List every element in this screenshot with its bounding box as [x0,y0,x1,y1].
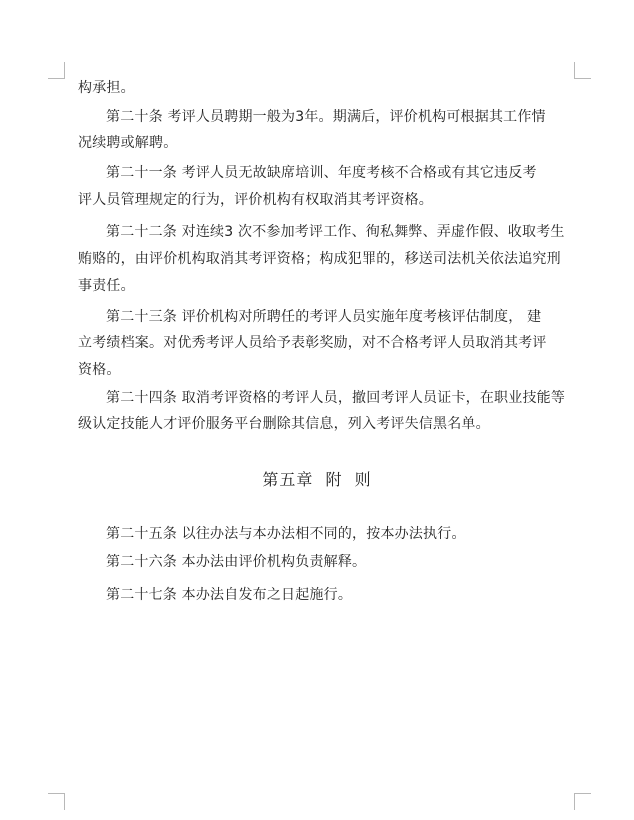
article-23-title-line: 第二十三条 评价机构对所聘任的考评人员实施年度考核评估制度， 建 [106,309,542,325]
article-22-title-line: 第二十二条 对连续3 次不参加考评工作、徇私舞弊、弄虚作假、收取考生 [106,224,565,240]
page-corner-mark-bottom-right [574,793,591,810]
chapter-heading: 第五章 附 则 [262,470,372,489]
text-line: 事责任。 [78,278,135,294]
text-line: 构承担。 [78,80,135,96]
article-25-line: 第二十五条 以往办法与本办法相不同的，按本办法执行。 [106,526,466,542]
article-26-line: 第二十六条 本办法由评价机构负责解释。 [106,554,367,570]
page-corner-mark-top-left [48,62,65,79]
text-line: 资格。 [78,362,121,378]
text-line: 贿赂的，由评价机构取消其考评资格；构成犯罪的，移送司法机关依法追究刑 [78,251,561,267]
article-24-title-line: 第二十四条 取消考评资格的考评人员，撤回考评人员证卡，在职业技能等 [106,390,566,406]
article-27-line: 第二十七条 本办法自发布之日起施行。 [106,587,353,603]
text-line: 立考绩档案。对优秀考评人员给予表彰奖励，对不合格考评人员取消其考评 [78,335,547,351]
page-corner-mark-bottom-left [48,793,65,810]
article-20-title-line: 第二十条 考评人员聘期一般为3年。期满后，评价机构可根据其工作情 [106,109,546,125]
text-line: 评人员管理规定的行为，评价机构有权取消其考评资格。 [78,192,433,208]
text-line: 级认定技能人才评价服务平台删除其信息，列入考评失信黑名单。 [78,416,490,432]
page-corner-mark-top-right [574,62,591,79]
text-line: 况续聘或解聘。 [78,135,178,151]
article-21-title-line: 第二十一条 考评人员无故缺席培训、年度考核不合格或有其它违反考 [106,165,537,181]
